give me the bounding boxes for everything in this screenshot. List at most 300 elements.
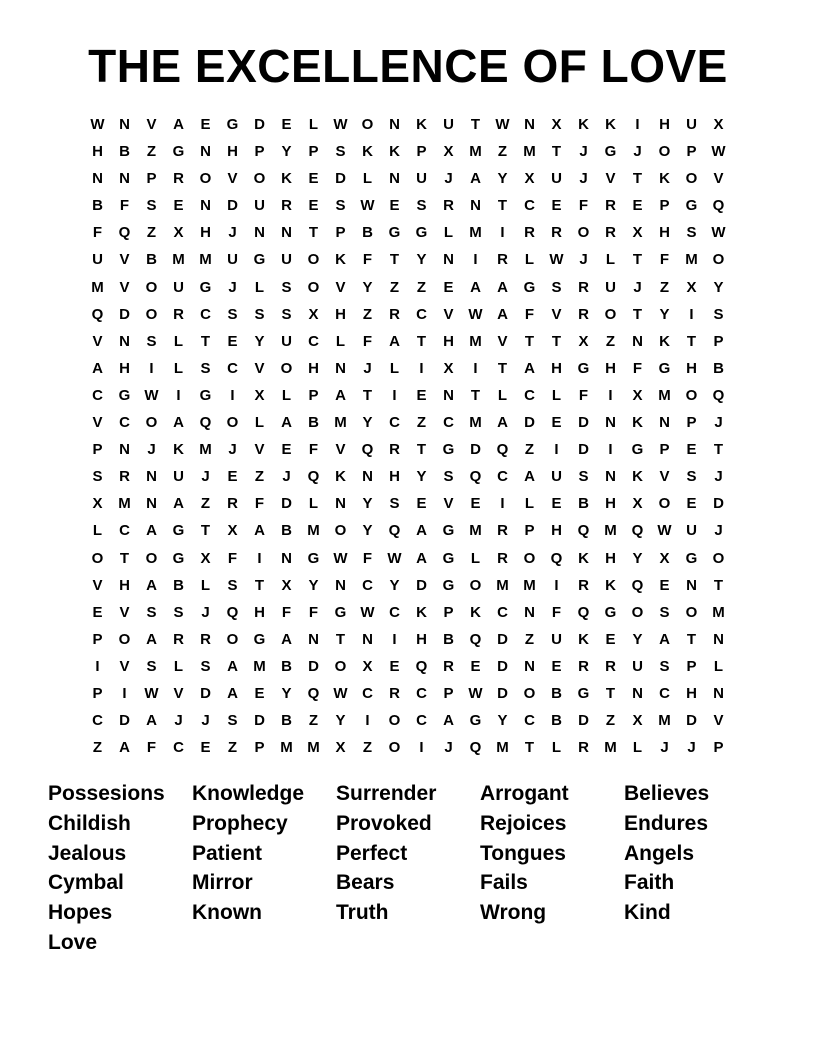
word-list-item: Truth: [336, 901, 389, 925]
grid-letter: X: [200, 549, 211, 567]
grid-letter: X: [578, 332, 589, 350]
grid-letter: T: [308, 224, 319, 242]
word-list: [48, 780, 768, 959]
grid-letter: O: [307, 251, 320, 269]
grid-letter: W: [144, 386, 159, 404]
grid-letter: Y: [389, 576, 400, 594]
grid-letter: T: [470, 116, 481, 133]
grid-letter: O: [145, 414, 158, 432]
grid-letter: O: [523, 549, 536, 567]
grid-letter: U: [605, 278, 616, 296]
grid-letter: H: [659, 116, 670, 133]
grid-letter: V: [443, 305, 454, 323]
grid-letter: T: [200, 522, 211, 540]
grid-letter: O: [145, 549, 158, 567]
grid-letter: J: [201, 712, 210, 730]
grid-letter: U: [416, 170, 427, 188]
grid-letter: G: [658, 359, 671, 377]
grid-letter: J: [579, 143, 588, 161]
grid-letter: O: [469, 576, 482, 594]
grid-letter: T: [713, 576, 724, 594]
grid-letter: L: [389, 359, 400, 377]
grid-letter: S: [578, 468, 589, 486]
grid-letter: W: [333, 684, 348, 702]
grid-letter: C: [524, 197, 535, 215]
grid-letter: N: [713, 684, 724, 702]
word-list-item: Love: [48, 930, 98, 954]
grid-letter: L: [362, 170, 373, 188]
grid-letter: K: [362, 143, 373, 161]
grid-letter: A: [227, 657, 238, 675]
grid-letter: R: [173, 305, 184, 323]
grid-letter: N: [335, 576, 346, 594]
grid-letter: S: [200, 359, 211, 377]
grid-letter: N: [389, 116, 400, 133]
grid-letter: E: [632, 197, 643, 215]
grid-letter: P: [146, 170, 157, 188]
grid-letter: O: [253, 170, 266, 188]
grid-letter: G: [631, 441, 644, 459]
grid-letter: Y: [362, 278, 373, 296]
grid-letter: O: [118, 630, 131, 648]
grid-letter: D: [281, 495, 292, 513]
grid-letter: U: [632, 657, 643, 675]
grid-letter: O: [388, 739, 401, 757]
grid-letter: M: [496, 576, 509, 594]
grid-letter: F: [119, 197, 130, 215]
grid-letter: C: [389, 414, 400, 432]
grid-letter: X: [524, 170, 535, 188]
grid-letter: L: [443, 224, 454, 242]
grid-letter: B: [578, 495, 589, 513]
grid-letter: L: [551, 386, 562, 404]
grid-letter: M: [199, 251, 212, 269]
grid-letter: K: [578, 549, 589, 567]
grid-letter: O: [388, 712, 401, 730]
grid-letter: J: [444, 170, 453, 188]
grid-letter: H: [254, 603, 265, 621]
word-list-item: Perfect: [336, 841, 408, 865]
grid-letter: O: [685, 170, 698, 188]
grid-letter: E: [281, 116, 292, 133]
grid-letter: S: [200, 657, 211, 675]
grid-letter: S: [551, 278, 562, 296]
grid-letter: J: [579, 251, 588, 269]
grid-letter: U: [551, 170, 562, 188]
grid-letter: P: [686, 143, 697, 161]
word-list-item: Rejoices: [480, 811, 567, 835]
grid-letter: R: [173, 630, 184, 648]
grid-letter: O: [685, 386, 698, 404]
grid-letter: H: [551, 359, 562, 377]
grid-letter: Z: [497, 143, 508, 161]
grid-letter: E: [551, 657, 562, 675]
grid-letter: R: [578, 576, 589, 594]
grid-letter: C: [524, 712, 535, 730]
grid-letter: P: [92, 630, 103, 648]
grid-letter: A: [92, 359, 103, 377]
grid-letter: J: [147, 441, 156, 459]
grid-letter: I: [608, 441, 613, 459]
grid-letter: B: [551, 712, 562, 730]
grid-letter: O: [631, 603, 644, 621]
grid-letter: Y: [632, 630, 643, 648]
grid-letter: N: [119, 441, 130, 459]
grid-letter: E: [416, 386, 427, 404]
grid-letter: N: [632, 684, 643, 702]
grid-letter: N: [605, 414, 616, 432]
grid-letter: C: [497, 603, 508, 621]
grid-letter: R: [605, 197, 616, 215]
word-list-item: Tongues: [480, 841, 566, 865]
grid-letter: G: [523, 278, 536, 296]
grid-letter: M: [658, 712, 671, 730]
grid-letter: G: [253, 630, 266, 648]
grid-letter: A: [173, 116, 184, 133]
grid-letter: N: [308, 630, 319, 648]
grid-letter: J: [714, 414, 723, 432]
grid-letter: Q: [307, 468, 320, 486]
grid-letter: P: [335, 224, 346, 242]
grid-letter: S: [92, 468, 103, 486]
grid-letter: N: [659, 414, 670, 432]
grid-letter: S: [173, 603, 184, 621]
grid-letter: A: [416, 522, 427, 540]
grid-letter: C: [416, 305, 427, 323]
grid-letter: W: [549, 251, 564, 269]
grid-letter: M: [469, 414, 482, 432]
grid-letter: E: [173, 197, 184, 215]
grid-letter: C: [119, 522, 130, 540]
grid-letter: D: [497, 657, 508, 675]
grid-letter: M: [253, 657, 266, 675]
grid-letter: Y: [308, 576, 319, 594]
grid-letter: E: [227, 468, 238, 486]
grid-letter: T: [389, 251, 400, 269]
grid-letter: G: [442, 441, 455, 459]
grid-letter: V: [173, 684, 184, 702]
grid-letter: D: [497, 684, 508, 702]
grid-letter: C: [497, 468, 508, 486]
grid-letter: X: [308, 305, 319, 323]
grid-letter: D: [119, 305, 130, 323]
grid-letter: E: [470, 657, 481, 675]
grid-letter: U: [551, 630, 562, 648]
grid-letter: E: [281, 441, 292, 459]
grid-letter: T: [119, 549, 130, 567]
grid-letter: K: [659, 170, 670, 188]
word-list-item: Kind: [624, 901, 671, 925]
grid-letter: V: [92, 414, 103, 432]
grid-letter: I: [554, 441, 559, 459]
grid-letter: H: [551, 522, 562, 540]
grid-letter: F: [578, 386, 589, 404]
grid-letter: D: [686, 712, 697, 730]
grid-letter: R: [119, 468, 130, 486]
grid-letter: C: [389, 603, 400, 621]
grid-letter: B: [173, 576, 184, 594]
grid-letter: A: [146, 522, 157, 540]
grid-letter: L: [173, 359, 184, 377]
grid-letter: N: [443, 386, 454, 404]
grid-letter: D: [335, 170, 346, 188]
grid-letter: L: [524, 251, 535, 269]
grid-letter: S: [254, 305, 265, 323]
grid-letter: N: [335, 495, 346, 513]
grid-letter: T: [632, 170, 643, 188]
grid-letter: D: [308, 657, 319, 675]
grid-letter: L: [173, 657, 184, 675]
grid-letter: O: [361, 116, 374, 133]
grid-letter: M: [604, 522, 617, 540]
grid-letter: N: [200, 143, 211, 161]
grid-letter: V: [713, 712, 724, 730]
grid-letter: P: [92, 441, 103, 459]
grid-letter: M: [712, 603, 725, 621]
grid-letter: W: [657, 522, 672, 540]
grid-letter: V: [227, 170, 238, 188]
grid-letter: N: [389, 170, 400, 188]
grid-letter: W: [711, 143, 726, 161]
grid-letter: C: [308, 332, 319, 350]
grid-letter: B: [281, 712, 292, 730]
grid-letter: E: [551, 197, 562, 215]
grid-letter: O: [523, 684, 536, 702]
grid-letter: N: [119, 332, 130, 350]
grid-letter: V: [659, 468, 670, 486]
grid-letter: L: [92, 522, 103, 540]
grid-letter: A: [470, 278, 481, 296]
grid-letter: A: [659, 630, 670, 648]
grid-letter: M: [469, 224, 482, 242]
grid-letter: N: [200, 197, 211, 215]
grid-letter: L: [254, 278, 265, 296]
grid-letter: L: [308, 495, 319, 513]
grid-letter: C: [659, 684, 670, 702]
grid-letter: R: [578, 739, 589, 757]
grid-letter: K: [281, 170, 292, 188]
grid-letter: G: [685, 197, 698, 215]
grid-letter: H: [200, 224, 211, 242]
word-list-item: Faith: [624, 871, 675, 895]
grid-letter: L: [173, 332, 184, 350]
grid-letter: A: [443, 712, 454, 730]
grid-letter: N: [605, 468, 616, 486]
grid-letter: Z: [524, 630, 535, 648]
grid-letter: X: [686, 278, 697, 296]
grid-letter: M: [91, 278, 104, 296]
grid-letter: G: [118, 386, 131, 404]
grid-letter: H: [119, 576, 130, 594]
grid-letter: J: [660, 739, 669, 757]
grid-letter: I: [419, 359, 424, 377]
grid-letter: U: [92, 251, 103, 269]
grid-letter: Z: [389, 278, 400, 296]
grid-letter: O: [226, 630, 239, 648]
grid-letter: R: [551, 224, 562, 242]
grid-letter: D: [254, 712, 265, 730]
grid-letter: P: [713, 332, 724, 350]
grid-letter: G: [442, 576, 455, 594]
grid-letter: Y: [497, 170, 508, 188]
grid-letter: T: [416, 441, 427, 459]
grid-letter: X: [362, 657, 373, 675]
grid-letter: R: [443, 657, 454, 675]
grid-letter: W: [495, 116, 510, 133]
grid-letter: O: [712, 549, 725, 567]
grid-letter: D: [578, 414, 589, 432]
grid-letter: J: [228, 278, 237, 296]
grid-letter: X: [443, 143, 454, 161]
grid-letter: F: [254, 495, 265, 513]
grid-letter: M: [604, 739, 617, 757]
grid-letter: O: [199, 170, 212, 188]
word-list-item: Wrong: [480, 901, 547, 925]
grid-letter: P: [308, 386, 319, 404]
grid-letter: T: [551, 332, 562, 350]
grid-letter: R: [497, 251, 508, 269]
grid-letter: A: [173, 414, 184, 432]
grid-letter: O: [145, 278, 158, 296]
grid-letter: W: [387, 549, 402, 567]
grid-letter: O: [658, 143, 671, 161]
grid-letter: F: [578, 197, 589, 215]
grid-letter: K: [632, 414, 643, 432]
grid-letter: I: [554, 576, 559, 594]
grid-letter: B: [281, 657, 292, 675]
grid-letter: Z: [605, 712, 616, 730]
grid-letter: H: [605, 495, 616, 513]
grid-letter: L: [254, 414, 265, 432]
grid-letter: A: [281, 414, 292, 432]
grid-letter: Z: [200, 495, 211, 513]
grid-letter: X: [173, 224, 184, 242]
grid-letter: U: [443, 116, 454, 133]
grid-letter: P: [416, 143, 427, 161]
grid-letter: M: [685, 251, 698, 269]
grid-letter: L: [605, 251, 616, 269]
word-list-item: Known: [192, 901, 262, 925]
grid-letter: T: [362, 386, 373, 404]
grid-letter: V: [119, 657, 130, 675]
grid-letter: Z: [254, 468, 265, 486]
grid-letter: H: [416, 630, 427, 648]
grid-letter: T: [335, 630, 346, 648]
grid-letter: B: [146, 251, 157, 269]
grid-letter: N: [362, 630, 373, 648]
grid-letter: G: [199, 278, 212, 296]
grid-letter: Y: [335, 712, 346, 730]
grid-letter: J: [444, 739, 453, 757]
grid-letter: Z: [416, 278, 427, 296]
grid-letter: A: [146, 712, 157, 730]
grid-letter: Z: [362, 305, 373, 323]
grid-letter: Q: [550, 549, 563, 567]
grid-letter: K: [335, 468, 346, 486]
grid-letter: A: [281, 630, 292, 648]
grid-letter: I: [122, 684, 127, 702]
grid-letter: E: [308, 170, 319, 188]
grid-letter: V: [119, 603, 130, 621]
grid-letter: T: [632, 251, 643, 269]
grid-letter: I: [392, 630, 397, 648]
grid-letter: W: [333, 549, 348, 567]
grid-letter: I: [149, 359, 154, 377]
grid-letter: K: [416, 603, 427, 621]
grid-letter: Z: [227, 739, 238, 757]
grid-letter: O: [145, 305, 158, 323]
grid-letter: G: [307, 549, 320, 567]
grid-letter: S: [146, 332, 157, 350]
grid-letter: L: [470, 549, 481, 567]
word-list-item: Endures: [624, 811, 709, 835]
grid-letter: A: [497, 414, 508, 432]
grid-letter: R: [497, 549, 508, 567]
grid-letter: O: [577, 224, 590, 242]
word-list-item: Hopes: [48, 901, 113, 925]
grid-letter: O: [604, 305, 617, 323]
grid-letter: G: [469, 712, 482, 730]
grid-letter: K: [416, 116, 427, 133]
grid-letter: O: [307, 278, 320, 296]
grid-letter: Q: [712, 386, 725, 404]
grid-letter: I: [608, 386, 613, 404]
grid-letter: I: [176, 386, 181, 404]
grid-letter: D: [254, 116, 265, 133]
word-list-item: Arrogant: [480, 782, 569, 805]
grid-letter: I: [230, 386, 235, 404]
grid-letter: E: [200, 116, 211, 133]
grid-letter: A: [227, 684, 238, 702]
grid-letter: N: [119, 116, 130, 133]
grid-letter: Q: [415, 657, 428, 675]
grid-letter: N: [92, 170, 103, 188]
word-list-item: Cymbal: [48, 871, 124, 895]
grid-letter: V: [335, 278, 346, 296]
grid-letter: C: [416, 712, 427, 730]
grid-letter: F: [362, 332, 373, 350]
grid-letter: C: [416, 684, 427, 702]
grid-letter: Z: [416, 414, 427, 432]
grid-letter: S: [146, 657, 157, 675]
grid-letter: F: [227, 549, 238, 567]
grid-letter: D: [497, 630, 508, 648]
grid-letter: E: [470, 495, 481, 513]
grid-letter: U: [227, 251, 238, 269]
grid-letter: E: [416, 495, 427, 513]
grid-letter: T: [416, 332, 427, 350]
grid-letter: Z: [92, 739, 103, 757]
grid-letter: P: [254, 143, 265, 161]
grid-letter: N: [686, 576, 697, 594]
grid-letter: M: [523, 143, 536, 161]
grid-letter: Y: [254, 332, 265, 350]
grid-letter: T: [686, 630, 697, 648]
grid-letter: B: [443, 630, 454, 648]
grid-letter: W: [468, 684, 483, 702]
grid-letter: D: [416, 576, 427, 594]
grid-letter: T: [713, 441, 724, 459]
grid-letter: X: [632, 224, 643, 242]
grid-letter: W: [90, 116, 105, 133]
grid-letter: I: [635, 116, 640, 133]
grid-letter: M: [307, 739, 320, 757]
grid-letter: R: [578, 657, 589, 675]
grid-letter: T: [254, 576, 265, 594]
grid-letter: T: [470, 386, 481, 404]
grid-letter: H: [686, 684, 697, 702]
grid-letter: C: [524, 386, 535, 404]
